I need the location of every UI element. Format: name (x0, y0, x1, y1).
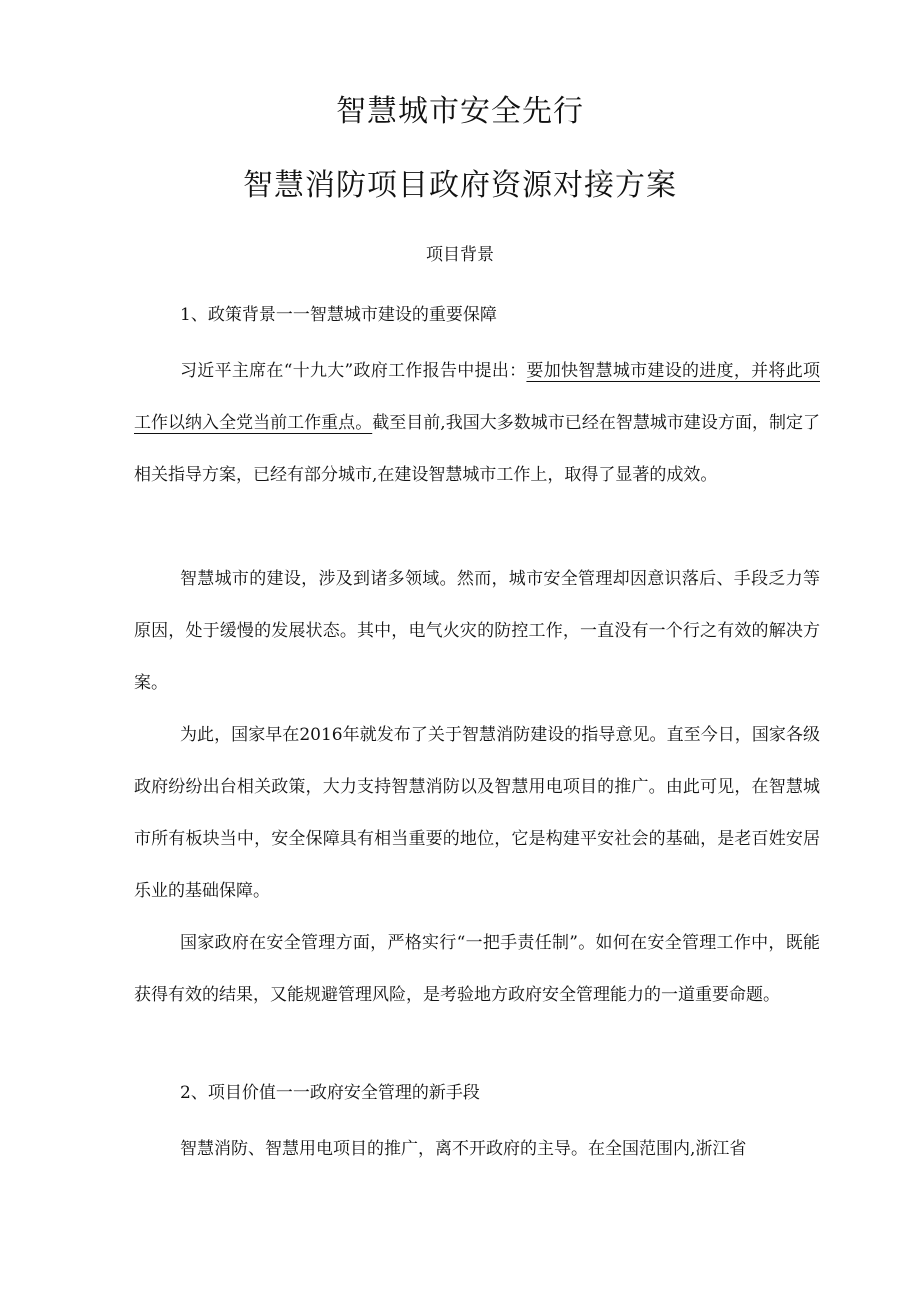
paragraph-4: 国家政府在安全管理方面，严格实行“一把手责任制”。如何在安全管理工作中，既能获得有效的结果，又能规避管理风险，是考验地方政府安全管理能力的一道重要命题。 (134, 933, 820, 1005)
paragraph-2: 智慧城市的建设，涉及到诸多领域。然而，城市安全管理却因意识落后、手段乏力等原因，处于缓慢的发展状态。其中，电气火灾的防控工作，一直没有一个行之有效的解决方案。 (134, 569, 820, 693)
paragraph-1-prefix: 习近平主席在“十九大”政府工作报告中提出： (180, 361, 527, 381)
section-heading-2: 2、项目价值一一政府安全管理的新手段 (180, 1083, 480, 1103)
paragraph-5: 智慧消防、智慧用电项目的推广，离不开政府的主导。在全国范围内,浙江省 (180, 1139, 747, 1159)
paragraph-1-underlined-quote: 要加快智慧城市建设的进度，并将此项工作以纳入全党当前工作重点。 (134, 361, 820, 433)
paragraph-3: 为此，国家早在2016年就发布了关于智慧消防建设的指导意见。直至今日，国家各级政府纷纷出台相关政策，大力支持智慧消防以及智慧用电项目的推广。由此可见，在智慧城市所有板块当中，安全保障具有相当重要的地位，它是构建平安社会的基础，是老百姓安居乐业的基础保障。 (134, 725, 820, 901)
paragraph-1 (134, 345, 820, 501)
paragraph-1-suffix: 截至目前,我国大多数城市已经在智慧城市建设方面，制定了相关指导方案，已经有部分城市,在建设智慧城市工作上，取得了显著的成效。 (134, 413, 821, 485)
section-label: 项目背景 (426, 245, 494, 265)
document-title-line2: 智慧消防项目政府资源对接方案 (243, 168, 677, 203)
document-title-line1: 智慧城市安全先行 (336, 94, 584, 129)
section-heading-1: 1、政策背景一一智慧城市建设的重要保障 (180, 305, 497, 325)
